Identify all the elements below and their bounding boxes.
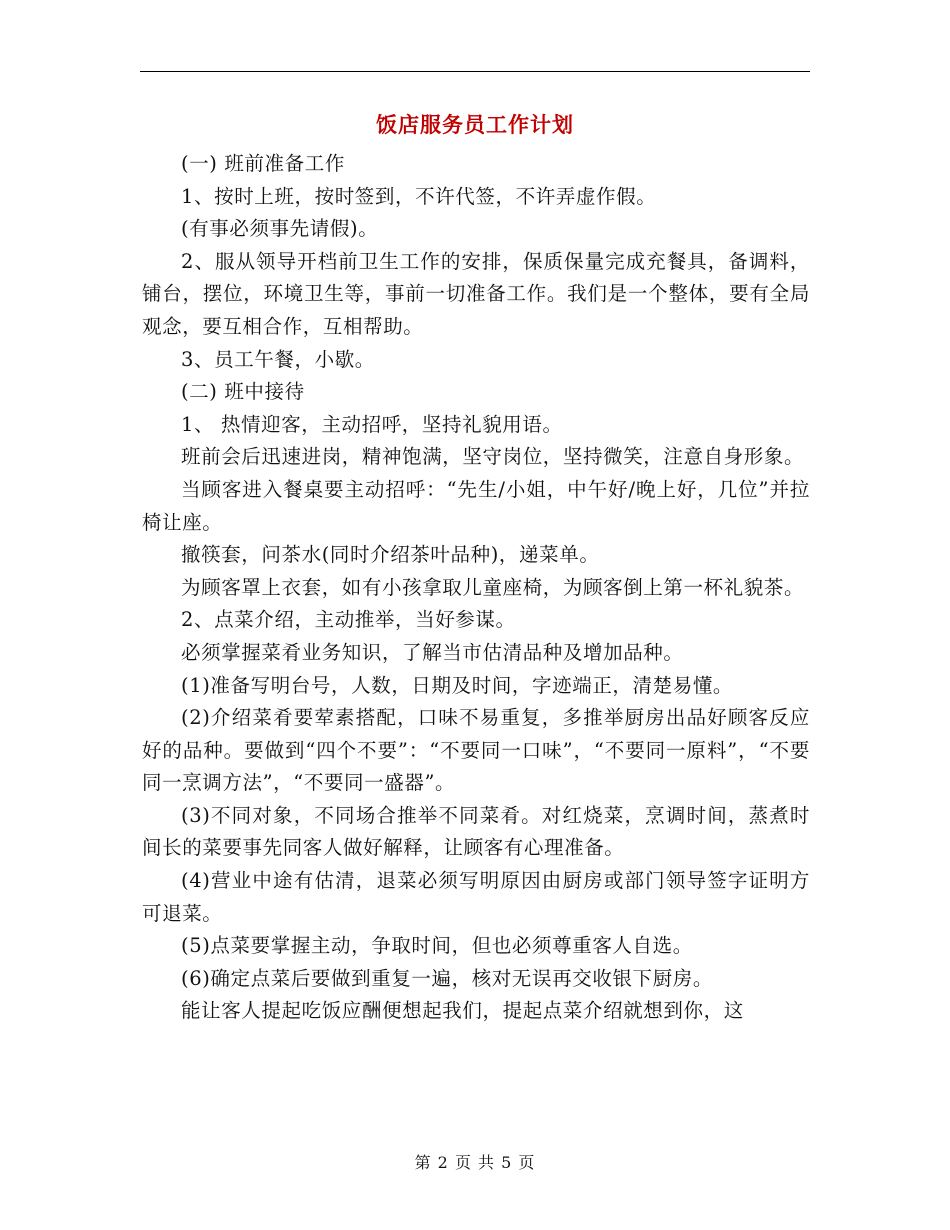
paragraph: 必须掌握菜肴业务知识，了解当市估清品种及增加品种。 — [181, 640, 684, 664]
header-rule — [140, 71, 810, 72]
paragraph: 班前会后迅速进岗，精神饱满，坚守岗位，坚持微笑，注意自身形象。 — [181, 445, 805, 469]
paragraph: (6)确定点菜后要做到重复一遍，核对无误再交收银下厨房。 — [181, 966, 713, 990]
paragraph: 2、服从领导开档前卫生工作的安排，保质保量完成充餐具，备调料，铺台，摆位，环境卫生等，事前一切准备工作。我们是一个整体，要有全局观念，要互相合作，互相帮助。 — [142, 249, 810, 338]
page-number: 第 2 页 共 5 页 — [414, 1153, 536, 1172]
document-body — [142, 148, 810, 1028]
document-title: 饭店服务员工作计划 — [376, 113, 574, 137]
paragraph: 1、按时上班，按时签到，不许代签，不许弄虚作假。 — [181, 184, 657, 208]
paragraph: 2、点菜介绍，主动推举，当好参谋。 — [181, 608, 516, 632]
paragraph: (2)介绍菜肴要荤素搭配，口味不易重复，多推举厨房出品好顾客反应好的品种。要做到“四个不要”：“不要同一口味”，“不要同一原料”，“不要同一烹调方法”，“不要同一盛器”。 — [142, 706, 810, 795]
paragraph: (5)点菜要掌握主动，争取时间，但也必须尊重客人自选。 — [181, 934, 693, 958]
paragraph: 当顾客进入餐桌要主动招呼：“先生/小姐，中午好/晚上好，几位”并拉椅让座。 — [142, 477, 810, 534]
paragraph: (3)不同对象，不同场合推举不同菜肴。对红烧菜，烹调时间，蒸煮时间长的菜要事先同客人做好解释，让顾客有心理准备。 — [142, 803, 810, 860]
paragraph: (1)准备写明台号，人数，日期及时间，字迹端正，清楚易懂。 — [181, 673, 734, 697]
paragraph: 撤筷套，问茶水(同时介绍茶叶品种)，递菜单。 — [181, 543, 600, 567]
section-heading-during-shift: (二) 班中接待 — [181, 380, 305, 404]
paragraph: (有事必须事先请假)。 — [181, 217, 379, 241]
paragraph: (4)营业中途有估清，退菜必须写明原因由厨房或部门领导签字证明方可退菜。 — [142, 869, 810, 925]
paragraph: 1、 热情迎客，主动招呼，坚持礼貌用语。 — [181, 412, 563, 436]
paragraph: 3、员工午餐，小歇。 — [181, 347, 375, 371]
paragraph: 为顾客罩上衣套，如有小孩拿取儿童座椅，为顾客倒上第一杯礼貌茶。 — [181, 575, 805, 599]
paragraph: 能让客人提起吃饭应酬便想起我们，提起点菜介绍就想到你，这 — [181, 999, 744, 1023]
section-heading-before-shift: (一) 班前准备工作 — [181, 152, 345, 175]
